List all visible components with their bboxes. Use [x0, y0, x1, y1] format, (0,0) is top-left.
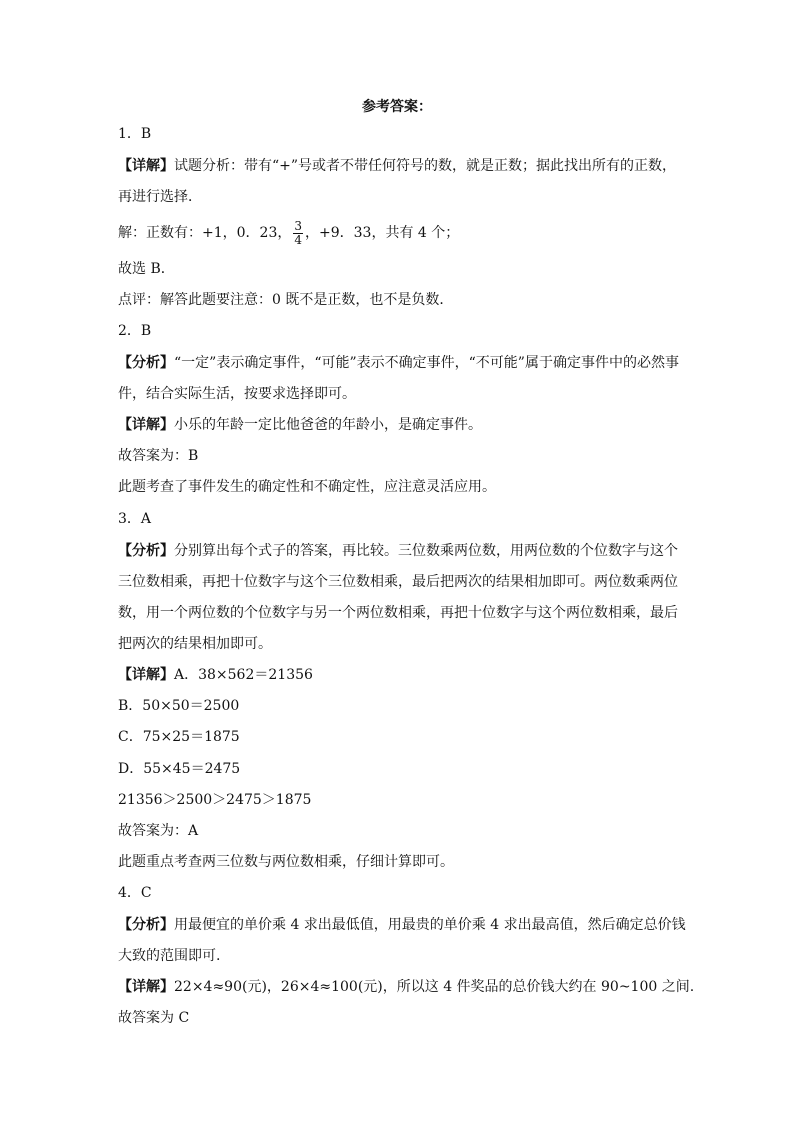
- q2-detail-text: 小乐的年龄一定比他爸爸的年龄小，是确定事件。: [174, 417, 482, 433]
- q3-compare: 21356＞2500＞2475＞1875: [118, 792, 312, 808]
- q2-note: 此题考查了事件发生的确定性和不确定性，应注意灵活应用。: [118, 479, 496, 495]
- q1-comment: 点评：解答此题要注意：0 既不是正数，也不是负数．: [118, 292, 454, 308]
- q4-analysis-line-2: 大致的范围即可.: [118, 948, 221, 964]
- q3-analysis-line-4: 把两次的结果相加即可。: [118, 636, 272, 652]
- q4-answer: 故答案为 C: [118, 1010, 190, 1026]
- q3-analysis-tag: 【分析】: [118, 543, 174, 559]
- q4-analysis-line-1: [118, 915, 686, 935]
- q3-detail-b: B．50×50＝2500: [118, 698, 240, 714]
- q2-analysis-line-2: 件，结合实际生活，按要求选择即可。: [118, 386, 356, 402]
- q3-answer: 故答案为：A: [118, 823, 199, 839]
- q2-number: 2．B: [118, 323, 152, 339]
- q3-analysis-text-1: 分别算出每个式子的答案，再比较。三位数乘两位数，用两位数的个位数字与这个: [174, 543, 678, 559]
- q1-solution-suffix: ，+9．33，共有 4 个；: [305, 225, 460, 241]
- q2-analysis-line-1: [118, 353, 678, 373]
- q1-solution-line: [118, 216, 678, 250]
- q1-choice: 故选 B．: [118, 261, 175, 277]
- q2-analysis-tag: 【分析】: [118, 355, 174, 371]
- q4-analysis-text-1: 用最便宜的单价乘 4 求出最低值，用最贵的单价乘 4 求出最高值，然后确定总价钱: [174, 917, 686, 933]
- q3-detail-a: A．38×562＝21356: [174, 667, 313, 683]
- q2-detail-tag: 【详解】: [118, 417, 174, 433]
- q2-answer: 故答案为：B: [118, 448, 199, 464]
- page-title: 参考答案：: [362, 99, 432, 115]
- q3-analysis-line-3: 数，用一个两位数的个位数字与另一个两位数相乘，再把十位数字与这个两位数相乘，最后: [118, 605, 678, 621]
- q2-analysis-text-1: “一定”表示确定事件，“可能”表示不确定事件，“不可能”属于确定事件中的必然事: [174, 355, 679, 371]
- q3-detail-c: C．75×25＝1875: [118, 729, 240, 745]
- q3-detail-tag: 【详解】: [118, 667, 174, 683]
- q1-detail-line-1: [118, 156, 678, 176]
- q1-detail-text-1: 试题分析：带有“+”号或者不带任何符号的数，就是正数；据此找出所有的正数，: [174, 158, 677, 174]
- q4-detail-tag: 【详解】: [118, 979, 174, 995]
- q1-fraction: [293, 220, 303, 247]
- q3-analysis-line-1: [118, 541, 678, 561]
- q1-detail-line-2: 再进行选择．: [118, 189, 202, 205]
- q1-solution-prefix: 解：正数有：+1，0．23，: [118, 225, 292, 241]
- q4-detail-text: 22×4≈90(元)，26×4≈100(元)，所以这 4 件奖品的总价钱大约在 90~100 之间.: [174, 979, 695, 995]
- q3-analysis-line-2: 三位数相乘，再把十位数字与这个三位数相乘，最后把两次的结果相加即可。两位数乘两位: [118, 574, 678, 590]
- q1-fraction-numerator: 3: [294, 218, 302, 233]
- q3-number: 3．A: [118, 511, 152, 527]
- q2-detail-line: [118, 415, 678, 435]
- q1-detail-tag: 【详解】: [118, 158, 174, 174]
- q1-fraction-denominator: 4: [294, 232, 302, 247]
- q3-detail-line-a: [118, 665, 678, 685]
- q3-note: 此题重点考查两三位数与两位数相乘，仔细计算即可。: [118, 854, 454, 870]
- q1-number: 1．B: [118, 126, 152, 142]
- q3-detail-d: D．55×45＝2475: [118, 761, 241, 777]
- q4-analysis-tag: 【分析】: [118, 917, 174, 933]
- q4-detail-line: [118, 977, 695, 997]
- q4-number: 4．C: [118, 885, 152, 901]
